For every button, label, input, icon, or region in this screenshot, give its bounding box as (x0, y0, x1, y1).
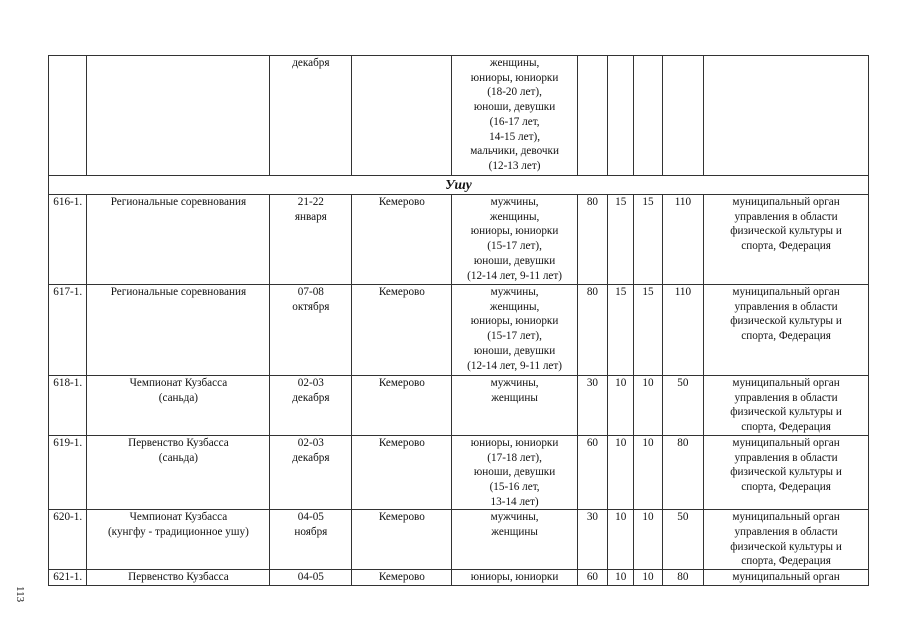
cell-c1: 80 (577, 285, 607, 376)
cell-line: женщины (491, 526, 538, 539)
cell-num: 618-1. (49, 376, 87, 436)
cell-line: спорта, Федерация (741, 330, 831, 343)
table-row (49, 510, 869, 570)
cell-line: (15-17 лет), (487, 240, 542, 253)
cell-line: женщины, (489, 57, 540, 69)
cell-line: физической культуры и (730, 315, 842, 328)
cell-line: юноши, девушки (473, 466, 556, 479)
cell-line: 02-03 (297, 377, 324, 389)
cell-place (352, 56, 452, 176)
cell-line: спорта, Федерация (741, 555, 831, 568)
cell-org (704, 570, 869, 586)
cell-line: юниоры, юниорки (470, 315, 559, 328)
cell-line: Первенство Кузбасса (128, 571, 229, 584)
cell-line: Первенство Кузбасса (128, 436, 229, 449)
cell-name (87, 285, 270, 376)
cell-date (270, 435, 352, 510)
cell-line: мужчины, (490, 196, 539, 208)
cell-participants (452, 285, 577, 376)
cell-line: юноши, девушки (473, 101, 556, 114)
table-row (49, 435, 869, 510)
cell-place: Кемерово (352, 285, 452, 376)
cell-c2: 10 (608, 435, 634, 510)
cell-c3: 10 (634, 510, 662, 570)
cell-line: (15-16 лет, (489, 480, 540, 493)
cell-c2 (608, 56, 634, 176)
cell-line: Региональные соревнования (110, 286, 247, 298)
cell-org (704, 195, 869, 285)
cell-c4: 110 (662, 195, 703, 285)
cell-org (704, 56, 869, 176)
cell-line: управления в области (734, 210, 838, 223)
cell-line: октября (292, 300, 330, 313)
cell-date (270, 510, 352, 570)
cell-c4 (662, 56, 703, 176)
cell-place: Кемерово (352, 510, 452, 570)
cell-c2: 15 (608, 195, 634, 285)
cell-line: мальчики, девочки (470, 145, 559, 158)
cell-c2: 15 (608, 285, 634, 376)
cell-line: 13-14 лет) (490, 495, 539, 508)
cell-c1: 80 (577, 195, 607, 285)
cell-place: Кемерово (352, 376, 452, 436)
cell-num (49, 56, 87, 176)
cell-date (270, 195, 352, 285)
cell-name (87, 510, 270, 570)
table-row (49, 195, 869, 285)
section-row (49, 176, 869, 195)
cell-line: спорта, Федерация (741, 240, 831, 253)
table-row (49, 570, 869, 586)
cell-line: физической культуры и (730, 466, 842, 479)
cell-line: мужчины, (490, 286, 539, 298)
cell-name (87, 570, 270, 586)
cell-c3: 10 (634, 570, 662, 586)
cell-c2: 10 (608, 570, 634, 586)
cell-org (704, 285, 869, 376)
cell-name (87, 195, 270, 285)
cell-line: ноября (294, 526, 328, 539)
table-row (49, 285, 869, 376)
cell-org (704, 510, 869, 570)
cell-line: управления в области (734, 451, 838, 464)
cell-line: Чемпионат Кузбасса (129, 511, 228, 524)
cell-participants (452, 195, 577, 285)
cell-place: Кемерово (352, 570, 452, 586)
cell-c3: 10 (634, 376, 662, 436)
cell-c3: 15 (634, 285, 662, 376)
cell-c1 (577, 56, 607, 176)
cell-line: юноши, девушки (473, 254, 556, 267)
cell-c1: 60 (577, 435, 607, 510)
cell-line: муниципальный орган (732, 286, 840, 298)
schedule-table (48, 55, 869, 586)
cell-line: 02-03 (297, 436, 324, 449)
schedule-body (49, 56, 869, 586)
cell-line: управления в области (734, 526, 838, 539)
cell-line: (12-14 лет, 9-11 лет) (467, 359, 563, 372)
cell-line: (18-20 лет), (487, 86, 542, 99)
cell-line: юниоры, юниорки (470, 571, 559, 584)
cell-line: (17-18 лет), (487, 451, 542, 464)
cell-line: (саньда) (158, 391, 199, 404)
cell-line: женщины, (489, 300, 540, 313)
cell-name (87, 56, 270, 176)
cell-line: декабря (292, 391, 330, 404)
cell-line: мужчины, (490, 511, 539, 524)
cell-line: муниципальный орган (732, 196, 840, 208)
cell-line: спорта, Федерация (741, 421, 831, 434)
cell-line: муниципальный орган (732, 511, 840, 524)
section-title: Ушу (49, 176, 869, 195)
cell-line: юниоры, юниорки (470, 436, 559, 449)
table-row (49, 376, 869, 436)
cell-line: управления в области (734, 300, 838, 313)
cell-line: юниоры, юниорки (470, 225, 559, 238)
cell-num: 616-1. (49, 195, 87, 285)
cell-org (704, 376, 869, 436)
cell-c3: 10 (634, 435, 662, 510)
cell-line: января (294, 210, 327, 223)
cell-c4: 80 (662, 435, 703, 510)
cell-participants (452, 56, 577, 176)
cell-line: женщины (491, 391, 538, 404)
cell-participants (452, 435, 577, 510)
cell-c4: 110 (662, 285, 703, 376)
cell-line: (саньда) (158, 451, 199, 464)
cell-participants (452, 376, 577, 436)
cell-line: женщины, (489, 210, 540, 223)
cell-line: физической культуры и (730, 540, 842, 553)
cell-line: 21-22 (297, 196, 324, 208)
cell-line: физической культуры и (730, 225, 842, 238)
cell-line: физической культуры и (730, 406, 842, 419)
cell-participants (452, 570, 577, 586)
cell-line: мужчины, (490, 377, 539, 389)
cell-participants (452, 510, 577, 570)
cell-line: Региональные соревнования (110, 196, 247, 208)
cell-date (270, 376, 352, 436)
cell-line: (12-14 лет, 9-11 лет) (467, 269, 563, 282)
cell-line: муниципальный орган (732, 377, 840, 389)
cell-c2: 10 (608, 376, 634, 436)
cell-line: спорта, Федерация (741, 480, 831, 493)
cell-line: муниципальный орган (732, 571, 840, 584)
cell-line: декабря (292, 451, 330, 464)
cell-name (87, 376, 270, 436)
cell-line: Чемпионат Кузбасса (129, 377, 228, 389)
cell-c4: 50 (662, 510, 703, 570)
cell-line: (кунгфу - традиционное ушу) (107, 526, 249, 539)
cell-c4: 80 (662, 570, 703, 586)
cell-line: 04-05 (297, 511, 324, 524)
page-number: 113 (14, 586, 26, 603)
cell-date: декабря (270, 56, 352, 176)
cell-line: управления в области (734, 391, 838, 404)
cell-c1: 30 (577, 376, 607, 436)
cell-line: (16-17 лет, (489, 115, 540, 128)
table-row-continued (49, 56, 869, 176)
cell-c2: 10 (608, 510, 634, 570)
cell-line: 14-15 лет), (489, 130, 540, 143)
cell-line: (15-17 лет), (487, 330, 542, 343)
cell-date (270, 570, 352, 586)
cell-line: 07-08 (297, 286, 324, 298)
cell-org (704, 435, 869, 510)
cell-c1: 60 (577, 570, 607, 586)
cell-line: юниоры, юниорки (470, 71, 559, 84)
cell-num: 619-1. (49, 435, 87, 510)
cell-line: юноши, девушки (473, 344, 556, 357)
cell-c1: 30 (577, 510, 607, 570)
cell-c3: 15 (634, 195, 662, 285)
cell-place: Кемерово (352, 195, 452, 285)
cell-num: 617-1. (49, 285, 87, 376)
cell-num: 620-1. (49, 510, 87, 570)
cell-line: (12-13 лет) (488, 159, 541, 172)
cell-date (270, 285, 352, 376)
cell-num: 621-1. (49, 570, 87, 586)
cell-c4: 50 (662, 376, 703, 436)
cell-name (87, 435, 270, 510)
cell-c3 (634, 56, 662, 176)
cell-place: Кемерово (352, 435, 452, 510)
cell-line: муниципальный орган (732, 436, 840, 449)
cell-line: 04-05 (297, 571, 324, 584)
